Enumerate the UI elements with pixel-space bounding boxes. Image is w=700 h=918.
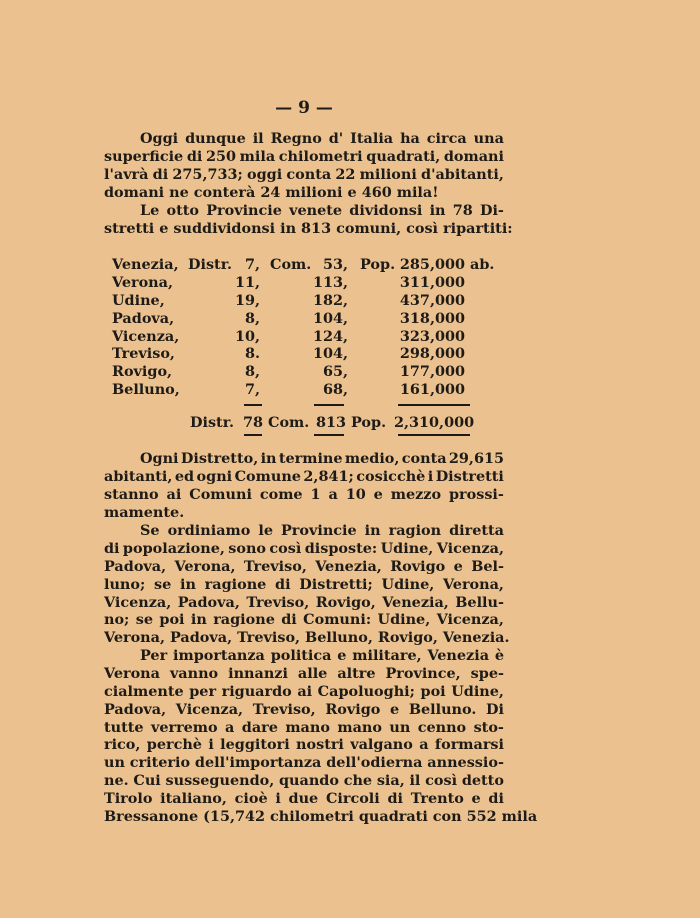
table-row [112, 345, 502, 363]
para2-line: Le otto Provincie venete dividonsi in 78 Di- [140, 202, 504, 219]
para5-line: Tirolo italiano, cioè i due Circoli di Trento e di [104, 790, 504, 808]
para4-line: di popolazione, sono così disposte: Udine, Vicenza, [104, 539, 504, 557]
para5-line: un criterio dell'importanza dell'odierna annessio- [104, 754, 504, 772]
para4-line: Padova, Verona, Treviso, Venezia, Rovigo e Bel- [104, 557, 504, 575]
distr-count: 7, [244, 256, 260, 273]
para4-line: Vicenza, Padova, Treviso, Rovigo, Venezia, Bellu- [104, 593, 504, 611]
province-name: Padova, [112, 309, 175, 327]
pop-count: 437,000 [399, 291, 465, 309]
totals-pop-label: Pop. [351, 414, 387, 431]
pop-label: Pop. [360, 256, 396, 273]
province-table [112, 256, 502, 399]
distr-count: 7, [244, 381, 260, 399]
province-name: Vicenza, [112, 327, 180, 345]
totals-com-label: Com. [268, 414, 310, 431]
paragraph-4 [104, 522, 510, 647]
para4-line: Se ordiniamo le Provincie in ragion diretta [140, 522, 504, 539]
paragraph-1 [104, 130, 504, 202]
distr-count: 8, [244, 363, 260, 381]
para5-line: ne. Cui susseguendo, quando che sia, il così detto [104, 772, 504, 790]
para5-line: Verona vanno innanzi alle altre Province, spe- [104, 664, 504, 682]
para4-line: no; se poi in ragione di Comuni: Udine, Vicenza, [104, 611, 504, 629]
distr-count: 11, [234, 273, 260, 291]
para3-line: mamente. [104, 503, 185, 521]
table-row [112, 274, 502, 292]
com-count: 65, [322, 363, 348, 381]
para5-line: Bressanone (15,742 chilometri quadrati con 552 mila [104, 808, 538, 826]
pop-count: 311,000 [399, 273, 465, 291]
rule-pop-bottom [398, 434, 470, 436]
totals-distr-label: Distr. [190, 414, 234, 431]
para5-line: tutte verremo a dare mano mano un cenno sto- [104, 718, 504, 736]
para1-line: Oggi dunque il Regno d' Italia ha circa una [140, 130, 504, 147]
rule-pop-top [398, 404, 470, 406]
pop-count: 318,000 [399, 309, 465, 327]
com-label: Com. [270, 256, 312, 273]
pop-count: 323,000 [399, 327, 465, 345]
province-name: Udine, [112, 291, 165, 309]
rule-distr-bottom [244, 434, 262, 436]
com-count: 68, [322, 381, 348, 399]
paragraph-2 [104, 202, 513, 238]
para5-line: rico, perchè i leggitori nostri valgano a formarsi [104, 736, 504, 754]
table-row [112, 328, 502, 346]
province-name: Belluno, [112, 381, 180, 399]
pop-count: 161,000 [399, 381, 465, 399]
distr-count: 8, [244, 309, 260, 327]
com-count: 104, [312, 309, 348, 327]
totals-pop-value: 2,310,000 [394, 414, 475, 431]
para1-line: superficie di 250 mila chilometri quadrati, domani [104, 147, 504, 165]
rule-com-top [314, 404, 344, 406]
com-count: 182, [312, 291, 348, 309]
table-row [112, 363, 502, 381]
com-count: 124, [312, 327, 348, 345]
province-name: Verona, [112, 273, 173, 291]
table-row [112, 310, 502, 328]
paragraph-3 [104, 450, 504, 522]
para5-line: Per importanza politica e militare, Venezia è [140, 647, 504, 664]
pop-count: 298,000 [399, 345, 465, 363]
rule-com-bottom [314, 434, 344, 436]
para3-line: abitanti, ed ogni Comune 2,841; cosicchè i Distretti [104, 467, 504, 485]
para2-line: stretti e suddividonsi in 813 comuni, così ripartiti: [104, 219, 513, 237]
table-row [112, 292, 502, 310]
totals-distr-value: 78 [243, 414, 264, 431]
table-row [112, 381, 502, 399]
province-name: Treviso, [112, 345, 175, 363]
distr-count: 8. [244, 345, 260, 363]
unit-label: ab. [470, 256, 495, 273]
com-count: 104, [312, 345, 348, 363]
distr-count: 19, [234, 291, 260, 309]
rule-distr-top [244, 404, 262, 406]
totals-com-value: 813 [316, 414, 347, 431]
para4-line: Verona, Padova, Treviso, Belluno, Rovigo, Venezia. [104, 629, 510, 647]
para5-line: Padova, Vicenza, Treviso, Rovigo e Belluno. Di [104, 700, 504, 718]
para3-line: stanno ai Comuni come 1 a 10 e mezzo prossi- [104, 485, 504, 503]
page-number: — 9 — [275, 98, 333, 118]
paragraph-5 [104, 647, 538, 826]
table-row [112, 256, 502, 274]
para4-line: luno; se in ragione di Distretti; Udine, Verona, [104, 575, 504, 593]
para3-line: Ogni Distretto, in termine medio, conta 29,615 [140, 450, 504, 467]
distr-label: Distr. [188, 256, 232, 273]
pop-count: 177,000 [399, 363, 465, 381]
province-name: Rovigo, [112, 363, 173, 381]
para1-line: l'avrà di 275,733; oggi conta 22 milioni d'abitanti, [104, 165, 504, 183]
distr-count: 10, [234, 327, 260, 345]
province-name: Venezia, [112, 256, 179, 273]
com-count: 113, [312, 273, 348, 291]
para1-line: domani ne conterà 24 milioni e 460 mila! [104, 183, 439, 201]
com-count: 53, [322, 256, 348, 273]
para5-line: cialmente per riguardo ai Capoluoghi; poi Udine, [104, 682, 504, 700]
pop-count: 285,000 [399, 256, 465, 273]
